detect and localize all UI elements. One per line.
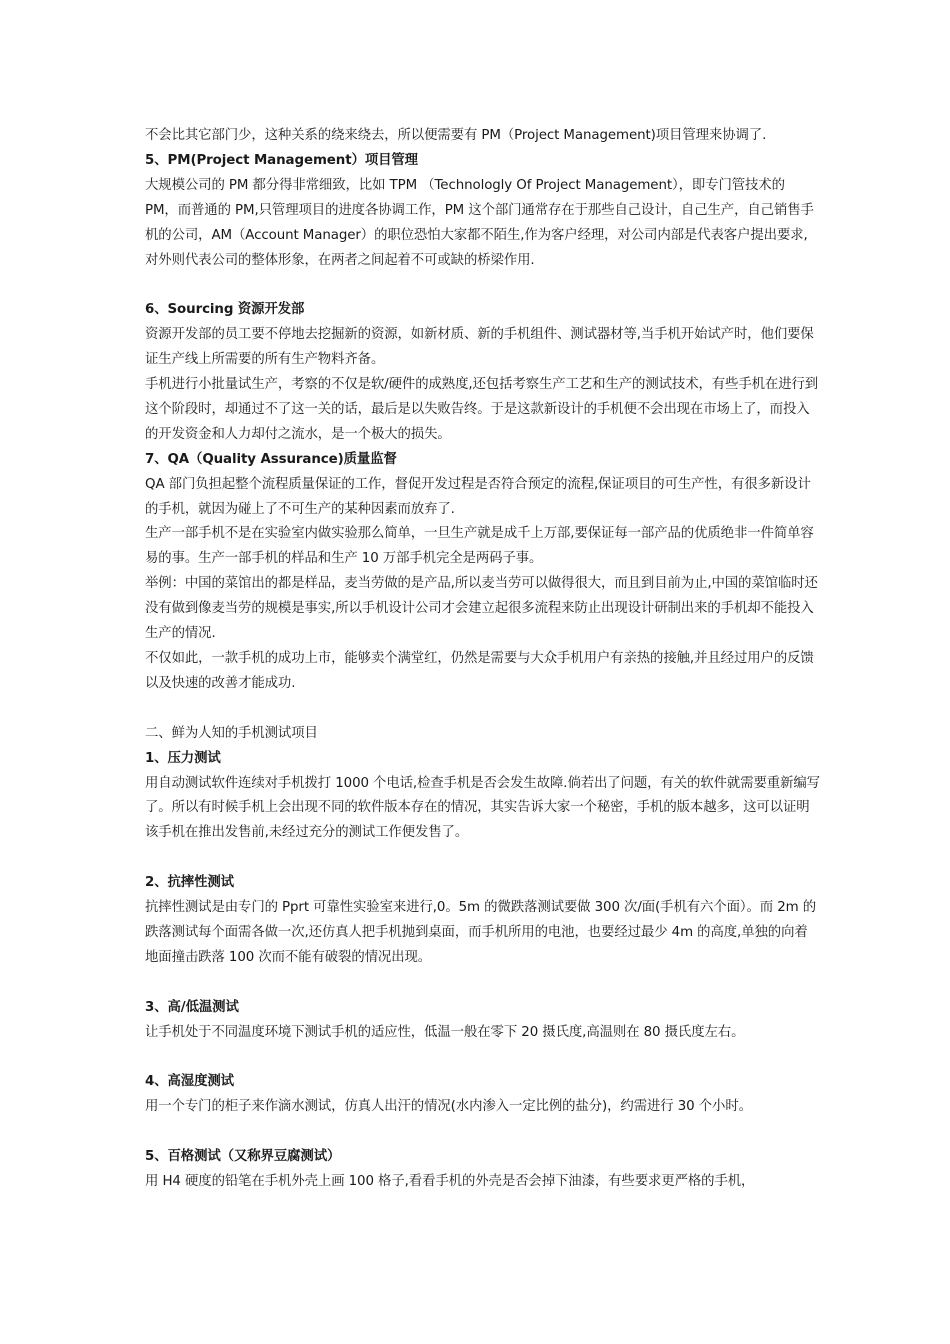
section-heading: 5、百格测试（又称界豆腐测试） xyxy=(145,1149,341,1165)
section-heading: 7、QA（Quality Assurance)质量监督 xyxy=(145,451,397,467)
paragraph: 生产一部手机不是在实验室内做实验那么简单，一旦生产就是成千上万部,要保证每一部产品的优质绝非一件简单容易的事。生产一部手机的样品和生产 10 万部手机完全是两码子事。 xyxy=(145,526,814,567)
paragraph-spacer xyxy=(145,1045,820,1070)
paragraph: QA 部门负担起整个流程质量保证的工作，督促开发过程是否符合预定的流程,保证项目的可生产性，有很多新设计的手机，就因为碰上了不可生产的某种因素而放弃了. xyxy=(145,476,811,517)
paragraph-spacer xyxy=(145,971,820,996)
paragraph: 资源开发部的员工要不停地去挖掘新的资源，如新材质、新的手机组件、测试器材等,当手机开始试产时，他们要保证生产线上所需要的所有生产物料齐备。 xyxy=(145,327,814,368)
section-heading: 4、高湿度测试 xyxy=(145,1074,234,1090)
document-body xyxy=(145,124,820,1195)
section-heading: 5、PM(Project Management）项目管理 xyxy=(145,152,418,168)
paragraph-spacer xyxy=(145,697,820,722)
section-heading: 2、抗摔性测试 xyxy=(145,875,234,891)
paragraph-spacer xyxy=(145,846,820,871)
paragraph-spacer xyxy=(145,1120,820,1145)
paragraph: 抗摔性测试是由专门的 Pprt 可靠性实验室来进行,0。5m 的微跌落测试要做 300 次/面(手机有六个面）。而 2m 的跌落测试每个面需各做一次,还仿真人把手机抛到桌面，而手机所用的电池，也要经过最少 4m 的高度,单独的向着地面撞击跌落 100 次而不能有破裂的情况出现。 xyxy=(145,900,817,965)
paragraph: 不仅如此，一款手机的成功上市，能够卖个满堂红，仍然是需要与大众手机用户有亲热的接触,并且经过用户的反馈以及快速的改善才能成功. xyxy=(145,651,814,691)
section-heading: 1、压力测试 xyxy=(145,750,221,766)
paragraph: 手机进行小批量试生产，考察的不仅是软/硬件的成熟度,还包括考察生产工艺和生产的测试技术，有些手机在进行到这个阶段时，却通过不了这一关的话，最后是以失败告终。于是这款新设计的手机便不会出现在市场上了，而投入的开发资金和人力却付之流水，是一个极大的损失。 xyxy=(145,377,819,442)
paragraph: 大规模公司的 PM 都分得非常细致，比如 TPM （Technologly Of Project Management），即专门管技术的 PM，而普通的 PM,只管理项目的进度各协调工作，PM 这个部门通常存在于那些自己设计，自己生产，自己销售手机的公司，AM（Account Manager）的职位恐怕大家都不陌生,作为客户经理，对公司内部是代表客户提出要求,对外则代表公司的整体形象，在两者之间起着不可或缺的桥梁作用. xyxy=(145,177,814,268)
section-heading: 6、Sourcing 资源开发部 xyxy=(145,302,305,318)
paragraph: 用 H4 硬度的铅笔在手机外壳上画 100 格子,看看手机的外壳是否会掉下油漆，有些要求更严格的手机， xyxy=(145,1173,755,1189)
section-heading: 3、高/低温测试 xyxy=(145,999,239,1015)
paragraph: 不会比其它部门少，这种关系的绕来绕去，所以便需要有 PM（Project Management)项目管理来协调了. xyxy=(145,128,767,143)
paragraph: 让手机处于不同温度环境下测试手机的适应性，低温一般在零下 20 摄氏度,高温则在 80 摄氏度左右。 xyxy=(145,1024,745,1040)
paragraph: 用一个专门的柜子来作滴水测试，仿真人出汗的情况(水内渗入一定比例的盐分)，约需进行 30 个小时。 xyxy=(145,1099,752,1115)
paragraph: 举例：中国的菜馆出的都是样品，麦当劳做的是产品,所以麦当劳可以做得很大，而且到目前为止,中国的菜馆临时还没有做到像麦当劳的规模是事实,所以手机设计公司才会建立起很多流程来防止出现设计研制出来的手机却不能投入生产的情况. xyxy=(145,576,818,642)
paragraph: 二、鲜为人知的手机测试项目 xyxy=(145,725,318,741)
paragraph: 用自动测试软件连续对手机拨打 1000 个电话,检查手机是否会发生故障.倘若出了问题，有关的软件就需要重新编写了。所以有时候手机上会出现不同的软件版本存在的情况，其实告诉大家一个秘密，手机的版本越多，这可以证明该手机在推出发售前,未经过充分的测试工作便发售了。 xyxy=(145,775,820,841)
paragraph-spacer xyxy=(145,273,820,298)
